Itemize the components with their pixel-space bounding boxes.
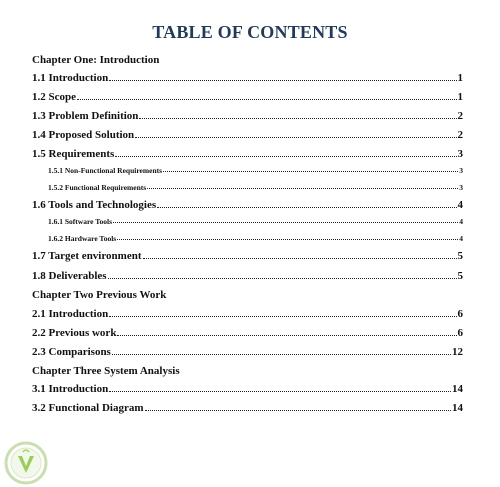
toc-entry[interactable] bbox=[32, 308, 463, 320]
toc-entry[interactable] bbox=[32, 72, 463, 84]
toc-entry-label: 1.7 Target environment bbox=[32, 250, 142, 262]
toc-entry[interactable] bbox=[32, 270, 463, 282]
toc-entry-page: 4 bbox=[459, 217, 463, 226]
dot-leader bbox=[163, 170, 458, 172]
toc-entry-label: 1.3 Problem Definition bbox=[32, 110, 139, 122]
chapter-heading-3: Chapter Three System Analysis bbox=[32, 365, 180, 377]
dot-leader bbox=[109, 79, 456, 81]
toc-entry-label: 2.1 Introduction bbox=[32, 308, 109, 320]
toc-entry[interactable] bbox=[32, 110, 463, 122]
toc-entry-label: 2.3 Comparisons bbox=[32, 346, 111, 358]
toc-subentry[interactable] bbox=[48, 166, 463, 175]
toc-entry[interactable] bbox=[32, 383, 463, 395]
dot-leader bbox=[139, 117, 456, 119]
dot-leader bbox=[109, 315, 456, 317]
toc-entry-page: 4 bbox=[459, 234, 463, 243]
chapter-heading-1: Chapter One: Introduction bbox=[32, 54, 160, 66]
toc-entry-label: 2.2 Previous work bbox=[32, 327, 117, 339]
page-title: TABLE OF CONTENTS bbox=[152, 22, 348, 42]
toc-entry-label: 1.5.1 Non-Functional Requirements bbox=[48, 166, 163, 175]
dot-leader bbox=[113, 221, 458, 223]
toc-subentry[interactable] bbox=[48, 183, 463, 192]
toc-entry-label: 3.1 Introduction bbox=[32, 383, 109, 395]
toc-entry-label: 1.4 Proposed Solution bbox=[32, 129, 135, 141]
toc-entry-label: 1.5 Requirements bbox=[32, 148, 115, 160]
toc-subentry[interactable] bbox=[48, 217, 463, 226]
dot-leader bbox=[143, 257, 457, 259]
toc-entry-page: 3 bbox=[457, 148, 463, 160]
toc-entry-page: 1 bbox=[457, 72, 463, 84]
toc-entry-page: 6 bbox=[457, 327, 463, 339]
toc-entry-label: 1.8 Deliverables bbox=[32, 270, 107, 282]
toc-entry-page: 12 bbox=[452, 346, 463, 358]
chapter-heading-2: Chapter Two Previous Work bbox=[32, 289, 167, 301]
toc-entry[interactable] bbox=[32, 346, 463, 358]
toc-entry-label: 1.6.1 Software Tools bbox=[48, 217, 113, 226]
dot-leader bbox=[108, 277, 457, 279]
watermark-logo-icon bbox=[3, 440, 49, 486]
dot-leader bbox=[157, 206, 456, 208]
dot-leader bbox=[147, 187, 458, 189]
toc-entry-label: 1.2 Scope bbox=[32, 91, 76, 103]
dot-leader bbox=[145, 409, 451, 411]
toc-entry-page: 5 bbox=[457, 270, 463, 282]
toc-entry[interactable] bbox=[32, 327, 463, 339]
toc-entry-page: 2 bbox=[457, 129, 463, 141]
toc-entry[interactable] bbox=[32, 402, 463, 414]
toc-entry-page: 6 bbox=[457, 308, 463, 320]
toc-entry-label: 1.6.2 Hardware Tools bbox=[48, 234, 117, 243]
toc-entry-page: 1 bbox=[457, 91, 463, 103]
toc-entry-label: 1.1 Introduction bbox=[32, 72, 109, 84]
toc-entry-page: 3 bbox=[459, 166, 463, 175]
toc-entry-page: 3 bbox=[459, 183, 463, 192]
dot-leader bbox=[112, 353, 451, 355]
toc-entry-label: 3.2 Functional Diagram bbox=[32, 402, 144, 414]
toc-entry[interactable] bbox=[32, 199, 463, 211]
dot-leader bbox=[115, 155, 456, 157]
toc-entry-label: 1.5.2 Functional Requirements bbox=[48, 183, 147, 192]
toc-entry-page: 2 bbox=[457, 110, 463, 122]
dot-leader bbox=[109, 390, 451, 392]
toc-entry[interactable] bbox=[32, 91, 463, 103]
dot-leader bbox=[77, 98, 457, 100]
toc-entry[interactable] bbox=[32, 129, 463, 141]
toc-entry-page: 14 bbox=[452, 402, 463, 414]
toc-entry-page: 4 bbox=[457, 199, 463, 211]
dot-leader bbox=[117, 334, 456, 336]
toc-entry[interactable] bbox=[32, 148, 463, 160]
toc-entry-label: 1.6 Tools and Technologies bbox=[32, 199, 157, 211]
toc-entry-page: 14 bbox=[452, 383, 463, 395]
toc-entry[interactable] bbox=[32, 250, 463, 262]
toc-entry-page: 5 bbox=[457, 250, 463, 262]
dot-leader bbox=[135, 136, 456, 138]
toc-subentry[interactable] bbox=[48, 234, 463, 243]
dot-leader bbox=[117, 238, 458, 240]
